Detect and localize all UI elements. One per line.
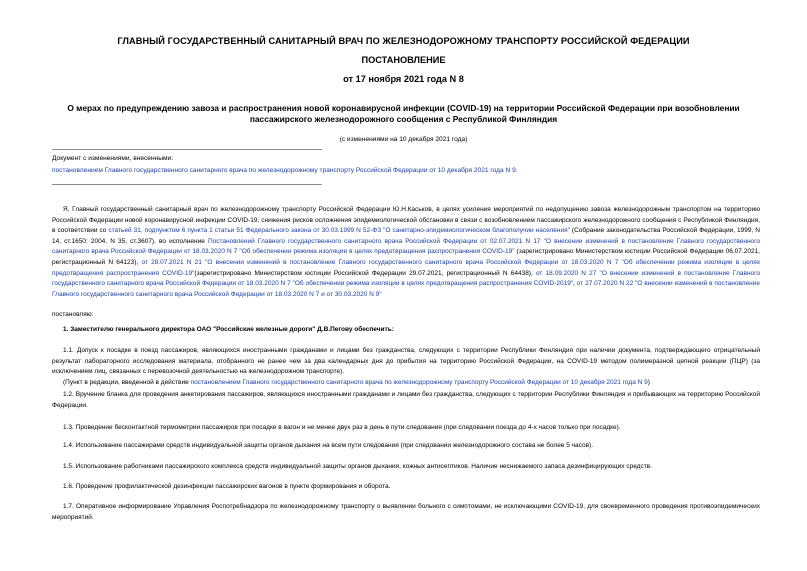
resolution-link-22[interactable]: от 27.07.2020 N 22 "О внесении изменений в постановление Главного государственного санитарного врача Российской Федерации от 18.03.2020 N 7 и от 30.03.2020 N 9" <box>52 280 761 298</box>
document-date-number: от 17 ноября 2021 года N 8 <box>343 74 464 84</box>
law-link[interactable]: статьей 31, подпунктом 6 пункта 1 статьи 51 Федерального закона от 30.03.1999 N 52-ФЗ "О санитарно-эпидемиологическом благополучии населения" <box>108 227 570 235</box>
item-1-6: 1.6. Проведение профилактической дезинфекции пассажирских вагонов в пункте формирования и оборота. <box>63 483 391 490</box>
divider-bottom <box>52 184 322 185</box>
item-1-1-note <box>52 378 760 389</box>
item-1-1-text: 1.1. Допуск к посадке в поезд пассажиров, являющихся иностранными гражданами и лицами без гражданства, следующих с территории Республики Финляндия при наличии документа, подтверждающего отрицательный результат лабораторного исследования материала, отобранного не ранее чем за два календарных дня до прибытия на территорию Российской Федерации, на COVID-19 методом полимеразной цепной реакции (ПЦР) (за исключением лиц, связанных с перевозочной деятельностью на железнодорожном транспорте). <box>52 347 760 376</box>
resolution-link-17[interactable]: Постановлений Главного государственного санитарного врача Российской Федерации от 02.07.2021 N 17 "О внесении изменений в постановление Главного государственного санитарного врача Российской Федерации от 18.03.2020 N 7 "Об обеспечении режима изоляции в целях предотвращения распространения COVID-19" <box>52 237 760 256</box>
amendment-link[interactable]: постановлением Главного государственного санитарного врача по железнодорожному транспорту Российской Федерации от 10 декабря 2021 года N 9. <box>52 167 518 174</box>
note-prefix: (Пункт в редакции, введенной в действие <box>63 378 191 386</box>
resolution-link-27[interactable]: от 18.09.2020 N 27 "О внесении изменений в постановление Главного государственного санитарного врача Российской Федерации от 18.03.2020 N 7 "Об обеспечении режима изоляции в целях предотвращения распространения COVID-2019" <box>52 269 760 288</box>
resolution-link-21[interactable]: от 28.07.2021 N 21 "О внесении изменений в постановление Главного государственного санитарного врача Российской Федерации от 18.03.2020 N 7 "Об обеспечении режима изоляции в целях предотвращения распространения COVID-19" <box>52 258 760 277</box>
note-link[interactable]: постановлением Главного государственного санитарного врача по железнодорожному транспорту Российской Федерации от 10 декабря 2021 года N 9 <box>190 378 648 386</box>
resolve-word: постановляю: <box>52 311 94 318</box>
section-1-heading: 1. Заместителю генерального директора ОАО "Российские железные дороги" Д.В.Пегову обеспечить: <box>63 326 394 333</box>
note-suffix: ) <box>647 378 650 386</box>
item-1-3: 1.3. Проведение бесконтактной термометрии пассажиров при посадке в вагон и не менее двух раз в день в пути следования (при следовании поезда до 4-х часов только при посадке). <box>63 424 621 431</box>
revision-note: (с изменениями на 10 декабря 2021 года) <box>339 136 468 143</box>
item-1-5: 1.5. Использование работниками пассажирского комплекса средств индивидуальной защиты органов дыхания, кожных антисептиков. Наличие неснижаемого запаса дезинфицирующих средств. <box>63 463 652 470</box>
document-title: О мерах по предупреждению завоза и распространения новой коронавирусной инфекции (COVID-19) на территории Российской Федерации при возобновлении пассажирского железнодорожного сообщения с Республикой Финляндия <box>67 103 740 124</box>
item-1-2: 1.2. Вручение бланка для проведения анкетирования пассажиров, являющихся иностранными гражданами и лицами без гражданства, следующих с территории Республики Финляндия и прибывающих на территорию Российской Федерации. <box>52 391 760 409</box>
amendments-label: Документ с изменениями, внесенными: <box>52 155 174 162</box>
preamble-paragraph <box>52 205 760 300</box>
divider-top <box>52 149 322 150</box>
preamble-text-4: (зарегистрировано Министерством юстиции Российской Федерации 29.07.2021, регистрационный N 64438), <box>194 269 536 277</box>
preamble-text-3: (зарегистрировано Министерством юстиции Российской Федерации 06.07.2021, регистрационный N 64123), <box>52 248 760 266</box>
item-1-4: 1.4. Использование пассажирами средств индивидуальной защиты органов дыхания на всем пути следования (при следовании железнодорожного состава не более 5 часов). <box>63 442 594 449</box>
item-1-7: 1.7. Оперативное информирование Управления Роспотребнадзора по железнодорожному транспорту о выявлении больного с симптомами, не исключающими COVID-19, для своевременного проведения противоэпидемических мероприятий. <box>52 503 760 521</box>
document-type: ПОСТАНОВЛЕНИЕ <box>361 55 446 65</box>
preamble-text-5: , <box>573 280 577 288</box>
preamble-text-1: Я, Главный государственный санитарный врач по железнодорожному транспорту Российской Федерации Ю.Н.Каськов, в целях усиления мероприятий по недопущению завоза железнодорожным транспортом на территорию Российской Федерации новой коронавирусной инфекции COVID-19, снижения рисков осложнения эпидемиологической обстановки в связи с возобновлением пассажирского железнодорожного сообщения с Республикой Финляндия, в соответствии со <box>52 206 760 235</box>
issuing-authority: ГЛАВНЫЙ ГОСУДАРСТВЕННЫЙ САНИТАРНЫЙ ВРАЧ ПО ЖЕЛЕЗНОДОРОЖНОМУ ТРАНСПОРТУ РОССИЙСКОЙ ФЕДЕРАЦИИ <box>117 36 690 46</box>
preamble-text-2: (Собрание законодательства Российской Федерации, 1999, N 14, ст.1650; 2004, N 35, ст.3607), во исполнение <box>52 227 760 245</box>
item-1-1 <box>52 346 760 388</box>
